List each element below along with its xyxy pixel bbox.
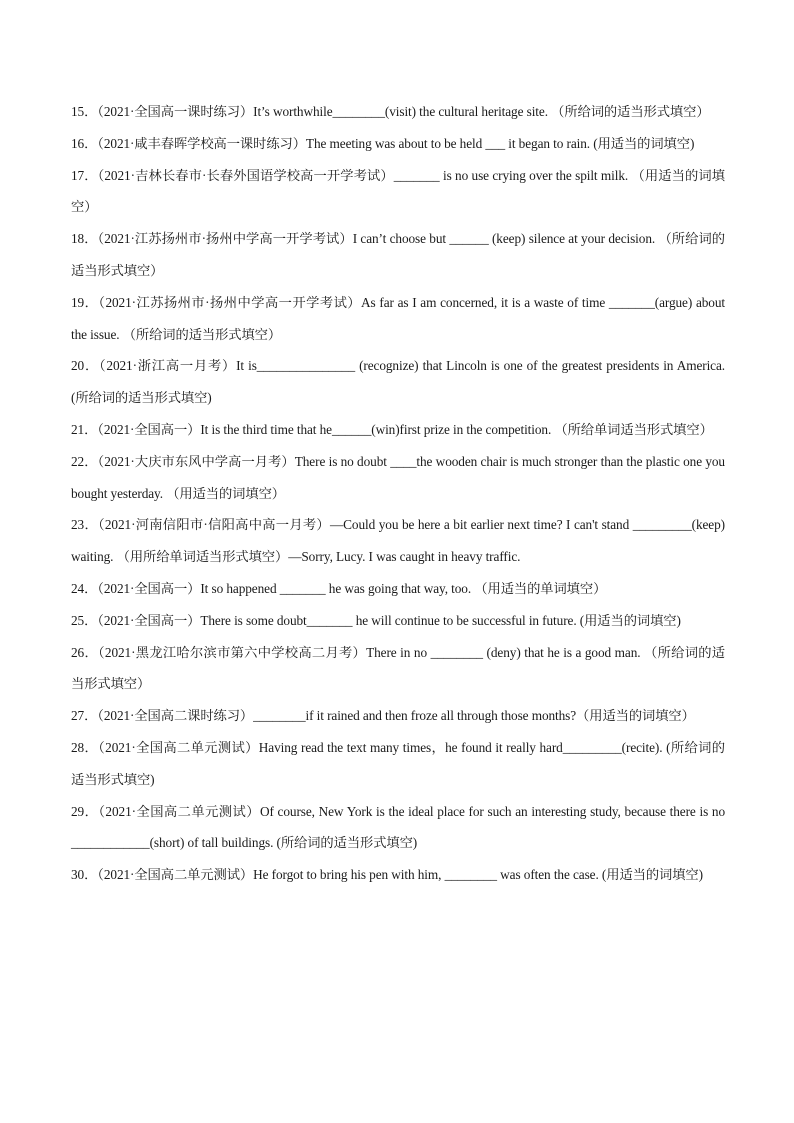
question-28: 28．（2021·全国高二单元测试）Having read the text many times，he found it really hard_________(recite). (所给词的适当形式填空)	[71, 739, 725, 787]
question-list	[71, 96, 725, 891]
question-16: 16．（2021·咸丰春晖学校高一课时练习）The meeting was about to be held ___ it began to rain. (用适当的词填空)	[71, 135, 695, 151]
question-30: 30．（2021·全国高二单元测试）He forgot to bring his pen with him, ________ was often the case. (用适当的词填空)	[71, 867, 703, 883]
question-23: 23．（2021·河南信阳市·信阳高中高一月考）—Could you be here a bit earlier next time? I can't stand _________(keep) waiting. （用所给单词适当形式填空）—Sorry, Lucy. I was caught in heavy traffic.	[71, 517, 725, 565]
question-22: 22．（2021·大庆市东风中学高一月考）There is no doubt ____the wooden chair is much stronger than the plastic one you bought yesterday. （用适当的词填空）	[71, 453, 725, 501]
question-21: 21．（2021·全国高一）It is the third time that he______(win)first prize in the competition. （所给单词适当形式填空）	[71, 421, 713, 437]
question-19: 19．（2021·江苏扬州市·扬州中学高一开学考试）As far as I am concerned, it is a waste of time _______(argue) about the issue. （所给词的适当形式填空）	[71, 294, 725, 342]
question-18: 18．（2021·江苏扬州市·扬州中学高一开学考试）I can’t choose but ______ (keep) silence at your decision. （所给词的适当形式填空）	[71, 231, 725, 278]
question-25: 25．（2021·全国高一）There is some doubt_______ he will continue to be successful in future. (用适当的词填空)	[71, 612, 681, 628]
question-15: 15．（2021·全国高一课时练习）It’s worthwhile________(visit) the cultural heritage site. （所给词的适当形式填空）	[71, 104, 710, 119]
question-27: 27．（2021·全国高二课时练习）________if it rained and then froze all through those months?（用适当的词填空）	[71, 708, 695, 724]
question-17: 17．（2021·吉林长春市·长春外国语学校高一开学考试）_______ is no use crying over the spilt milk. （用适当的词填空）	[71, 167, 725, 215]
question-26: 26．（2021·黑龙江哈尔滨市第六中学校高二月考）There in no ________ (deny) that he is a good man. （所给词的适当形式填空）	[71, 644, 725, 692]
question-29: 29．（2021·全国高二单元测试）Of course, New York is the ideal place for such an interesting study, because there is no ____________(short) of tall buildings. (所给词的适当形式填空)	[71, 803, 725, 851]
question-24: 24．（2021·全国高一）It so happened _______ he was going that way, too. （用适当的单词填空）	[71, 580, 607, 596]
question-20: 20．（2021·浙江高一月考）It is_______________ (recognize) that Lincoln is one of the greatest presidents in America. (所给词的适当形式填空)	[71, 358, 725, 406]
